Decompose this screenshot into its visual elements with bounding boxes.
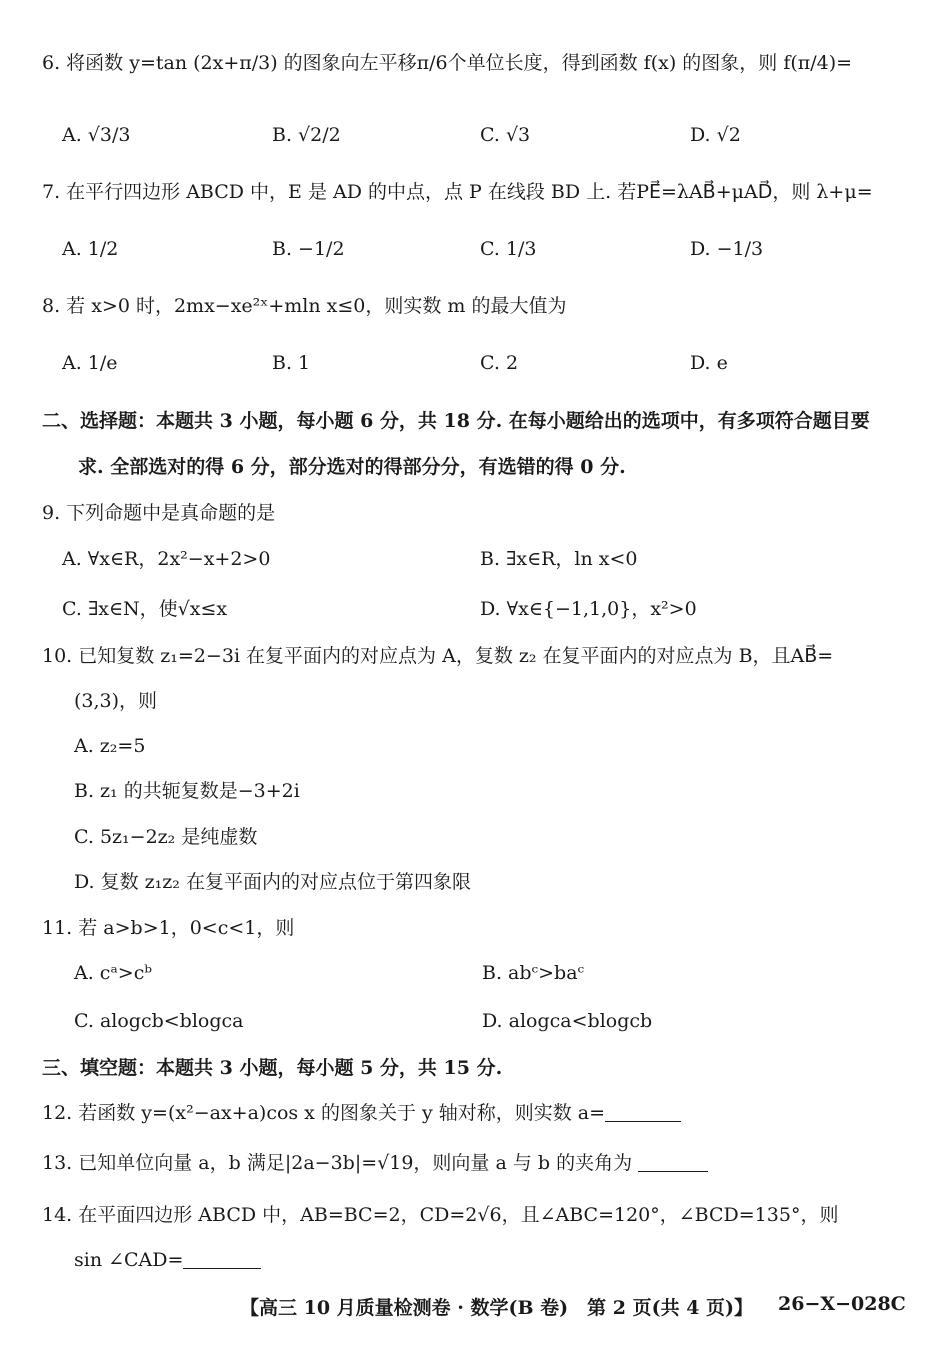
question-11-option-c: C. alogcb<blogca: [74, 1010, 244, 1032]
question-10-stem-cont: (3,3)，则: [74, 690, 158, 712]
page-footer: 【高三 10 月质量检测卷 · 数学(B 卷) 第 2 页(共 4 页)】: [240, 1297, 754, 1319]
question-6-option-d: D. √2: [690, 124, 741, 146]
question-6-option-b: B. √2/2: [272, 124, 341, 146]
question-11-option-d: D. alogca<blogcb: [482, 1010, 653, 1032]
question-7-option-c: C. 1/3: [480, 238, 537, 260]
question-11-option-a: A. cᵃ>cᵇ: [74, 962, 152, 984]
question-7-stem: 7. 在平行四边形 ABCD 中，E 是 AD 的中点，点 P 在线段 BD 上. 若PE⃗=λAB⃗+μAD⃗，则 λ+μ=: [42, 181, 873, 203]
question-8-option-d: D. e: [690, 352, 728, 374]
question-14-text: sin ∠CAD=: [74, 1249, 184, 1271]
question-13-stem: [42, 1152, 708, 1175]
question-9-option-b: B. ∃x∈R，ln x<0: [480, 548, 638, 570]
section-2-heading-cont: 求. 全部选对的得 6 分，部分选对的得部分分，有选错的得 0 分.: [78, 456, 626, 478]
question-9-stem: 9. 下列命题中是真命题的是: [42, 502, 276, 524]
question-7-option-a: A. 1/2: [62, 238, 119, 260]
question-14-stem-cont: [74, 1249, 261, 1272]
question-12-stem: [42, 1102, 681, 1125]
question-10-option-a: A. z₂=5: [74, 735, 146, 757]
question-10-option-b: B. z₁ 的共轭复数是−3+2i: [74, 780, 300, 802]
question-9-option-a: A. ∀x∈R，2x²−x+2>0: [62, 548, 271, 570]
question-10-stem: 10. 已知复数 z₁=2−3i 在复平面内的对应点为 A，复数 z₂ 在复平面内的对应点为 B，且AB⃗=: [42, 645, 834, 667]
question-10-option-d: D. 复数 z₁z₂ 在复平面内的对应点位于第四象限: [74, 871, 471, 893]
question-11-option-b: B. abᶜ>baᶜ: [482, 962, 585, 984]
exam-code: 26−X−028C: [778, 1293, 906, 1315]
question-8-option-c: C. 2: [480, 352, 519, 374]
question-14-answer-blank[interactable]: [183, 1267, 261, 1269]
question-9-option-c: C. ∃x∈N，使√x≤x: [62, 598, 228, 620]
question-13-text: 13. 已知单位向量 a，b 满足|2a−3b|=√19，则向量 a 与 b 的夹角为: [42, 1152, 633, 1174]
question-6-option-c: C. √3: [480, 124, 531, 146]
question-9-option-d: D. ∀x∈{−1,1,0}，x²>0: [480, 598, 697, 620]
question-8-option-a: A. 1/e: [62, 352, 118, 374]
question-11-stem: 11. 若 a>b>1，0<c<1，则: [42, 917, 295, 939]
question-14-stem: 14. 在平面四边形 ABCD 中，AB=BC=2，CD=2√6，且∠ABC=120°，∠BCD=135°，则: [42, 1204, 839, 1226]
question-6-stem: 6. 将函数 y=tan (2x+π/3) 的图象向左平移π/6个单位长度，得到函数 f(x) 的图象，则 f(π/4)=: [42, 52, 853, 74]
question-12-text: 12. 若函数 y=(x²−ax+a)cos x 的图象关于 y 轴对称，则实数 a=: [42, 1102, 606, 1124]
question-8-option-b: B. 1: [272, 352, 311, 374]
question-13-answer-blank[interactable]: [638, 1170, 708, 1172]
question-12-answer-blank[interactable]: [605, 1120, 681, 1122]
section-2-heading: 二、选择题：本题共 3 小题，每小题 6 分，共 18 分. 在每小题给出的选项中，有多项符合题目要: [42, 410, 870, 432]
question-6-option-a: A. √3/3: [62, 124, 131, 146]
question-7-option-b: B. −1/2: [272, 238, 345, 260]
question-10-option-c: C. 5z₁−2z₂ 是纯虚数: [74, 826, 258, 848]
question-8-stem: 8. 若 x>0 时，2mx−xe²ˣ+mln x≤0，则实数 m 的最大值为: [42, 295, 567, 317]
question-7-option-d: D. −1/3: [690, 238, 764, 260]
section-3-heading: 三、填空题：本题共 3 小题，每小题 5 分，共 15 分.: [42, 1057, 503, 1079]
